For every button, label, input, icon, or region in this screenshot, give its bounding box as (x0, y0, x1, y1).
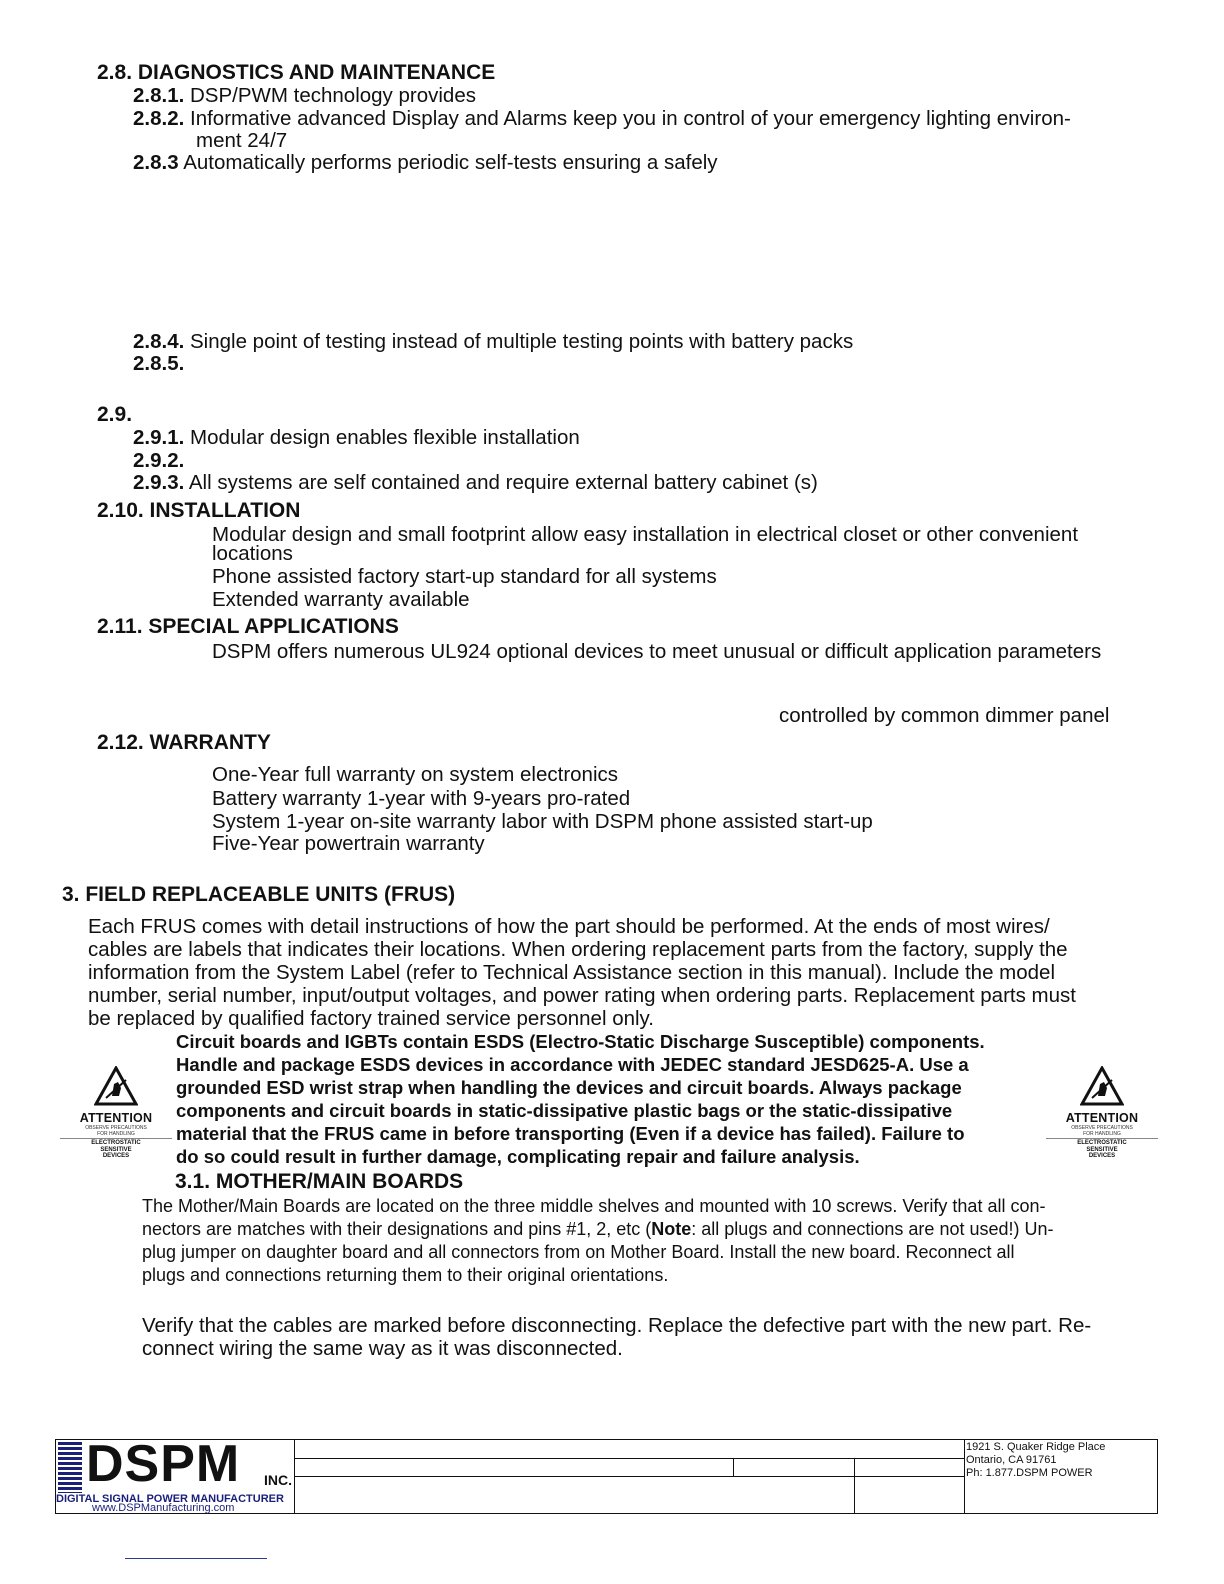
esd-line: DEVICES (1088, 1153, 1116, 1159)
warning-line: grounded ESD wrist strap when handling the devices and circuit boards. Always package (176, 1077, 962, 1098)
company-address (966, 1441, 1105, 1480)
installation-line: Modular design and small footprint allow easy installation in electrical closet or other convenient (212, 523, 1079, 546)
logo-subtitle: DIGITAL SIGNAL POWER MANUFACTURER (56, 1493, 294, 1505)
esd-line: DEVICES (102, 1153, 130, 1159)
item-text: Informative advanced Display and Alarms keep you in control of your emergency lighting environ- (190, 107, 1071, 130)
warning-line: do so could result in further damage, complicating repair and failure analysis. (176, 1146, 860, 1167)
intro-line: be replaced by qualified factory trained service personnel only. (88, 1007, 654, 1030)
address-line: Ph: 1.877.DSPM POWER (966, 1467, 1093, 1479)
logo-inc: INC. (264, 1472, 292, 1488)
item-2-9-3 (133, 471, 818, 495)
item-number: 2.9.1. (133, 426, 185, 449)
mother-board-instructions (142, 1195, 1054, 1287)
logo-bars-icon (58, 1442, 82, 1494)
logo-url: www.DSPManufacturing.com (92, 1502, 235, 1514)
instruction-line: The Mother/Main Boards are located on the three middle shelves and mounted with 10 screws. Verify that all con- (142, 1196, 1046, 1216)
warranty-line: System 1-year on-site warranty labor with DSPM phone assisted start-up (212, 810, 873, 833)
instruction-text: nectors are matches with their designations and pins #1, 2, etc ( (142, 1219, 652, 1239)
intro-line: information from the System Label (refer to Technical Assistance section in this manual). Include the model (88, 961, 1056, 984)
item-text: Modular design enables flexible installation (190, 426, 580, 449)
section-2-9-heading: 2.9. (97, 403, 133, 426)
verify-line: Verify that the cables are marked before disconnecting. Replace the defective part with the new part. Re- (142, 1314, 1092, 1337)
item-2-9-1 (133, 426, 580, 450)
company-logo (56, 1435, 294, 1514)
item-text: All systems are self contained and require external battery cabinet (s) (188, 471, 818, 494)
warning-line: components and circuit boards in static-dissipative plastic bags or the static-dissipative (176, 1100, 953, 1121)
handling-text: FOR HANDLING (97, 1131, 135, 1137)
esd-attention-label-right (1042, 1066, 1162, 1174)
observe-text: OBSERVE PRECAUTIONS (1071, 1125, 1133, 1131)
item-2-9-2 (133, 449, 184, 473)
installation-line: Phone assisted factory start-up standard for all systems (212, 565, 717, 588)
item-2-8-3 (133, 151, 718, 175)
intro-line: number, serial number, input/output voltages, and power rating when ordering parts. Replacement parts must (88, 984, 1076, 1007)
handling-text: FOR HANDLING (1083, 1131, 1121, 1137)
divider (854, 1458, 855, 1513)
item-text: DSP/PWM technology provides (190, 84, 476, 107)
warranty-line: One-Year full warranty on system electronics (212, 763, 618, 786)
instruction-line (142, 1218, 1054, 1241)
warning-line: material that the FRUS came in before transporting (Even if a device has failed). Failure to (176, 1123, 965, 1144)
instruction-text: : all plugs and connections are not used!) Un- (691, 1219, 1054, 1239)
item-number: 2.8.1. (133, 84, 185, 107)
logo-text: DSPM (86, 1435, 241, 1493)
warranty-line: Five-Year powertrain warranty (212, 832, 485, 855)
instruction-line: plugs and connections returning them to their original orientations. (142, 1265, 669, 1285)
esd-warning (176, 1030, 985, 1168)
special-applications-line: DSPM offers numerous UL924 optional devices to meet unusual or difficult application parameters (212, 640, 1102, 663)
warning-line: Circuit boards and IGBTs contain ESDS (Electro-Static Discharge Susceptible) components. (176, 1031, 985, 1052)
esd-line: ELECTROSTATIC (1077, 1140, 1127, 1146)
address-line: Ontario, CA 91761 (966, 1454, 1057, 1466)
item-2-8-4 (133, 330, 853, 354)
esd-line: SENSITIVE (100, 1146, 132, 1153)
item-2-8-1 (133, 84, 476, 108)
frus-intro (88, 915, 1076, 1030)
item-number: 2.8.4. (133, 330, 185, 353)
observe-text: OBSERVE PRECAUTIONS (85, 1125, 147, 1131)
item-2-8-2 (133, 107, 1071, 131)
warning-line: Handle and package ESDS devices in accordance with JEDEC standard JESD625-A. Use a (176, 1054, 969, 1075)
installation-line: locations (212, 542, 293, 565)
item-number: 2.8.2. (133, 107, 185, 130)
intro-line: cables are labels that indicates their locations. When ordering replacement parts from the factory, supply the (88, 938, 1068, 961)
esd-attention-label-left (56, 1066, 176, 1174)
divider (964, 1440, 965, 1513)
verify-line: connect wiring the same way as it was disconnected. (142, 1337, 623, 1360)
verify-instructions (142, 1314, 1091, 1360)
item-number: 2.8.5. (133, 352, 185, 375)
section-2-10-heading: 2.10. INSTALLATION (97, 499, 301, 522)
divider (294, 1458, 964, 1459)
intro-line: Each FRUS comes with detail instructions of how the part should be performed. At the ends of most wires/ (88, 915, 1050, 938)
installation-line: Extended warranty available (212, 588, 470, 611)
attention-text: ATTENTION (79, 1111, 153, 1125)
item-2-8-5 (133, 352, 184, 376)
warranty-line: Battery warranty 1-year with 9-years pro-rated (212, 787, 631, 810)
divider (733, 1458, 734, 1476)
esd-warning-icon (94, 1066, 138, 1106)
item-text: Automatically performs periodic self-tests ensuring a safely (183, 151, 718, 174)
footer-title-block (55, 1435, 1158, 1514)
section-3-heading: 3. FIELD REPLACEABLE UNITS (FRUS) (62, 883, 456, 906)
esd-warning-icon (1080, 1066, 1124, 1106)
item-number: 2.8.3 (133, 151, 179, 174)
section-3-1-heading: 3.1. MOTHER/MAIN BOARDS (175, 1170, 464, 1193)
divider (294, 1476, 964, 1477)
item-text: Single point of testing instead of multiple testing points with battery packs (190, 330, 854, 353)
instruction-line: plug jumper on daughter board and all connectors from on Mother Board. Install the new board. Reconnect all (142, 1242, 1015, 1262)
esd-line: SENSITIVE (1086, 1146, 1118, 1153)
attention-text: ATTENTION (1065, 1111, 1139, 1125)
item-2-8-2-continued: ment 24/7 (196, 129, 288, 152)
footnote-rule (125, 1558, 267, 1559)
item-number: 2.9.3. (133, 471, 185, 494)
note-label: Note (651, 1219, 692, 1239)
item-number: 2.9.2. (133, 449, 185, 472)
special-applications-line: controlled by common dimmer panel (779, 704, 1110, 727)
address-line: 1921 S. Quaker Ridge Place (966, 1441, 1106, 1453)
esd-line: ELECTROSTATIC (91, 1140, 141, 1146)
section-2-12-heading: 2.12. WARRANTY (97, 731, 271, 754)
section-2-11-heading: 2.11. SPECIAL APPLICATIONS (97, 615, 399, 638)
section-2-8-heading: 2.8. DIAGNOSTICS AND MAINTENANCE (97, 61, 496, 84)
